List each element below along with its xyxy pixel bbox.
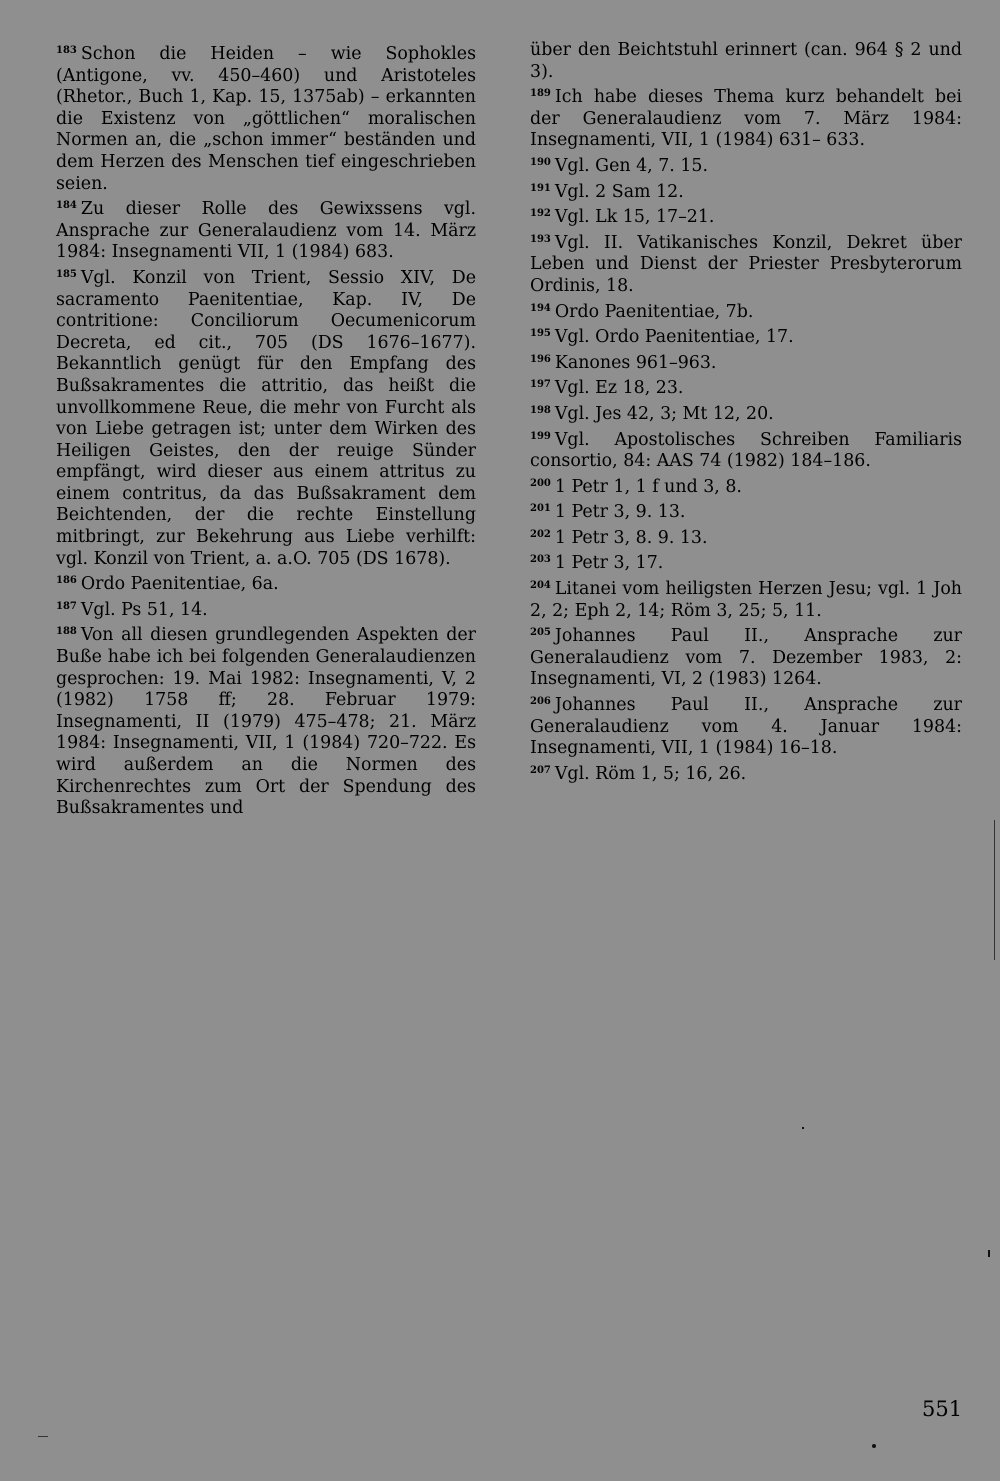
footnote-text: Ich habe dieses Thema kurz behandelt bei der Generalaudienz vom 7. März 1984: Insegnamenti, VII, 1 (1984) 631– 633.	[530, 87, 962, 151]
footnote-198	[530, 400, 962, 426]
footnote-number: 195	[530, 328, 551, 340]
footnote-text: 1 Petr 3, 9. 13.	[554, 502, 686, 523]
footnote-number: 201	[530, 503, 551, 515]
footnote-number: 205	[530, 627, 551, 639]
footnote-184	[56, 195, 476, 264]
footnote-188-continued	[530, 40, 962, 83]
footnote-text: 1 Petr 3, 17.	[554, 553, 664, 574]
footnote-number: 189	[530, 88, 551, 100]
footnote-text: über den Beichtstuhl erinnert (can. 964 § 2 und 3).	[530, 40, 962, 82]
footnote-185	[56, 264, 476, 570]
footnote-text: Vgl. Gen 4, 7. 15.	[554, 155, 708, 176]
scan-speck	[802, 1127, 804, 1129]
footnote-number: 197	[530, 379, 551, 391]
footnote-188	[56, 621, 476, 819]
footnote-195	[530, 323, 962, 349]
footnote-193	[530, 229, 962, 298]
footnote-207	[530, 760, 962, 786]
scan-speck	[38, 1436, 48, 1437]
footnote-text: Vgl. Apostolisches Schreiben Familiaris consortio, 84: AAS 74 (1982) 184–186.	[530, 429, 962, 472]
footnote-202	[530, 524, 962, 550]
footnote-number: 206	[530, 696, 551, 708]
footnote-203	[530, 549, 962, 575]
footnote-189	[530, 83, 962, 152]
footnote-number: 183	[56, 45, 77, 56]
footnote-199	[530, 426, 962, 473]
page-number: 551	[922, 1397, 963, 1421]
footnote-number: 198	[530, 404, 551, 416]
footnote-text: Johannes Paul II., Ansprache zur Generalaudienz vom 7. Dezember 1983, 2: Insegnamenti, VI, 2 (1983) 1264.	[530, 626, 962, 690]
footnote-number: 199	[530, 430, 551, 442]
footnote-205	[530, 622, 962, 691]
footnote-text: Litanei vom heiligsten Herzen Jesu; vgl. 1 Joh 2, 2; Eph 2, 14; Röm 3, 25; 5, 11.	[530, 579, 962, 621]
footnote-text: Johannes Paul II., Ansprache zur Generalaudienz vom 4. Januar 1984: Insegnamenti, VII, 1 (1984) 16–18.	[530, 695, 962, 759]
footnote-text: Vgl. Ps 51, 14.	[80, 599, 208, 620]
footnote-number: 190	[530, 156, 551, 168]
right-column	[530, 40, 962, 785]
footnote-number: 186	[56, 575, 77, 587]
left-column	[56, 40, 476, 820]
footnote-text: 1 Petr 1, 1 f und 3, 8.	[554, 476, 742, 497]
footnote-text: Zu dieser Rolle des Gewixssens vgl. Ansprache zur Generalaudienz vom 14. März 1984: Insegnamenti VII, 1 (1984) 683.	[56, 199, 476, 263]
footnote-number: 200	[530, 477, 551, 489]
footnote-206	[530, 691, 962, 760]
footnote-text: Vgl. 2 Sam 12.	[554, 181, 684, 202]
footnote-text: Vgl. Ordo Paenitentiae, 17.	[554, 327, 794, 348]
footnote-text: Ordo Paenitentiae, 6a.	[80, 574, 279, 595]
footnote-number: 203	[530, 554, 551, 566]
scan-speck	[872, 1444, 876, 1448]
footnote-186	[56, 570, 476, 596]
footnote-text: Vgl. Lk 15, 17–21.	[554, 207, 715, 228]
footnote-text: Vgl. Konzil von Trient, Sessio XIV, De sacramento Paenitentiae, Kap. IV, De contritione: Conciliorum Oecumenicorum Decreta, ed cit., 705 (DS 1676–1677). Bekanntlich genügt für den Empfang des Bußsakramentes die attritio, das heißt die unvollkommene Reue, die mehr von Furcht als von Liebe getragen ist; unter dem Wirken des Heiligen Geistes, den der reuige Sünder empfängt, wird dieser aus einem attritus zu einem contritus, da das Bußsakrament dem Beichtenden, der die rechte Einstellung mitbringt, zur Bekehrung aus Liebe verhilft: vgl. Konzil von Trient, a. a.O. 705 (DS 1678).	[56, 267, 476, 569]
footnote-text: Von all diesen grundlegenden Aspekten der Buße habe ich bei folgenden Generalaudienzen gesprochen: 19. Mai 1982: Insegnamenti, V, 2 (1982) 1758 ff; 28. Februar 1979: Insegnamenti, II (1979) 475–478; 21. März 1984: Insegnamenti, VII, 1 (1984) 720–722. Es wird außerdem an die Normen des Kirchenrechtes zum Ort der Spendung des Bußsakramentes und	[56, 625, 476, 819]
footnote-number: 204	[530, 580, 551, 592]
footnote-number: 188	[56, 626, 77, 638]
footnote-text: Vgl. II. Vatikanisches Konzil, Dekret über Leben und Dienst der Priester Presbyterorum Ordinis, 18.	[530, 232, 962, 296]
footnote-204	[530, 575, 962, 622]
footnote-200	[530, 473, 962, 499]
footnote-194	[530, 298, 962, 324]
footnote-number: 194	[530, 302, 551, 314]
footnote-number: 202	[530, 528, 551, 540]
footnote-196	[530, 349, 962, 375]
footnote-number: 192	[530, 208, 551, 220]
footnote-number: 187	[56, 600, 77, 612]
footnote-number: 207	[530, 764, 551, 776]
footnote-text: Kanones 961–963.	[554, 352, 717, 373]
footnote-197	[530, 374, 962, 400]
footnote-number: 196	[530, 353, 551, 365]
footnote-number: 185	[56, 268, 77, 280]
footnote-text: Vgl. Jes 42, 3; Mt 12, 20.	[554, 403, 774, 424]
footnote-text: Schon die Heiden – wie Sophokles (Antigone, vv. 450–460) und Aristoteles (Rhetor., Buch 1, Kap. 15, 1375ab) – erkannten die Existenz von „göttlichen“ moralischen Normen an, die „schon immer“ beständen und dem Herzen des Menschen tief eingeschrieben seien.	[56, 44, 476, 194]
footnote-number: 191	[530, 182, 551, 194]
footnote-text: 1 Petr 3, 8. 9. 13.	[554, 527, 708, 548]
footnote-191	[530, 178, 962, 204]
footnote-192	[530, 203, 962, 229]
footnote-190	[530, 152, 962, 178]
scan-speck	[994, 820, 995, 960]
footnote-text: Vgl. Röm 1, 5; 16, 26.	[554, 763, 747, 784]
footnote-text: Ordo Paenitentiae, 7b.	[554, 301, 754, 322]
footnote-187	[56, 596, 476, 622]
scan-speck	[988, 1250, 990, 1257]
footnote-183	[56, 40, 476, 195]
footnote-number: 193	[530, 233, 551, 245]
footnote-number: 184	[56, 200, 77, 212]
footnote-201	[530, 498, 962, 524]
footnote-text: Vgl. Ez 18, 23.	[554, 378, 684, 399]
